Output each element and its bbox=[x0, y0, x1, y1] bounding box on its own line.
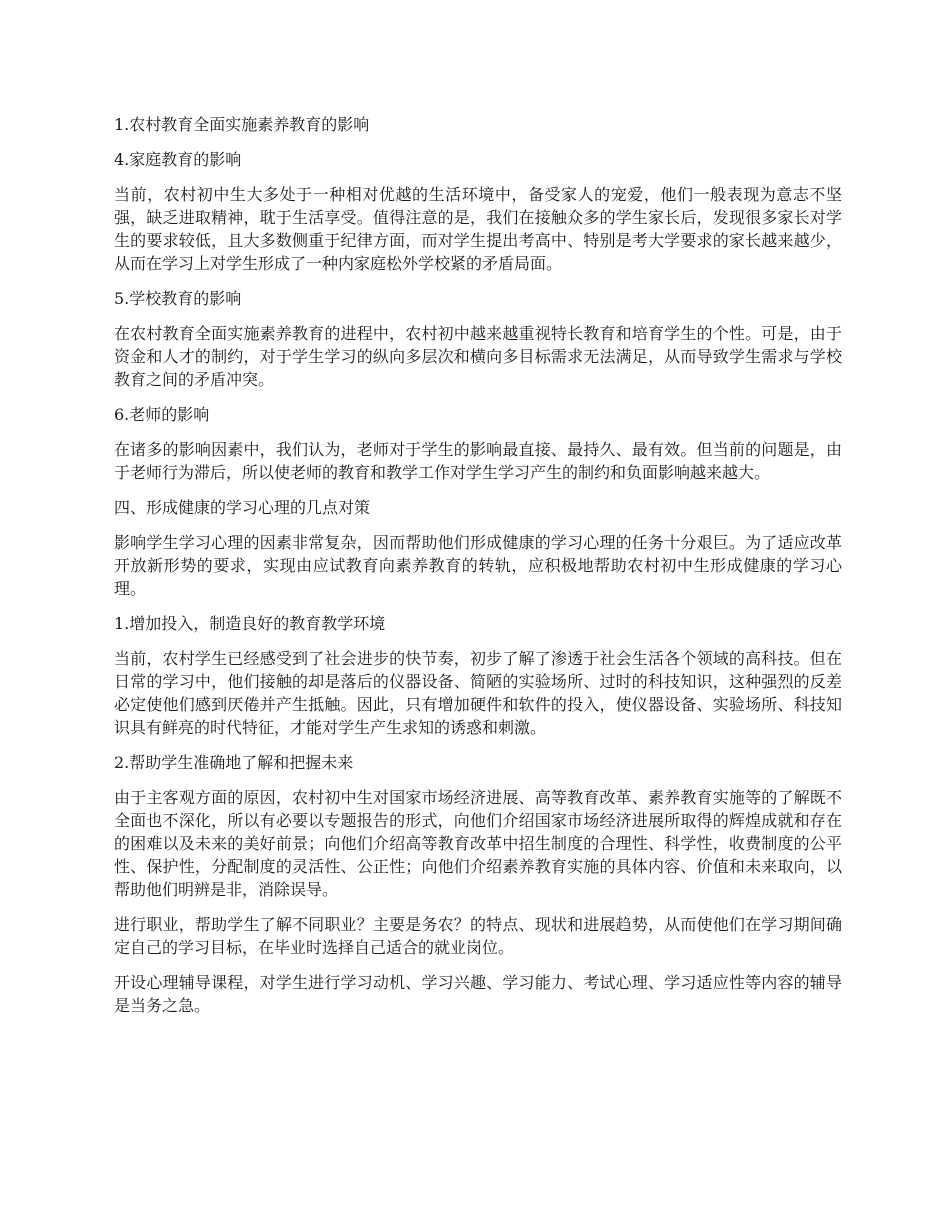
section-heading-increase-investment: 1.增加投入，制造良好的教育教学环境 bbox=[114, 614, 386, 633]
paragraph-countermeasures-intro: 影响学生学习心理的因素非常复杂，因而帮助他们形成健康的学习心理的任务十分艰巨。为了适应改革开放新形势的要求，实现由应试教育向素养教育的转轨，应积极地帮助农村初中生形成健康的学习心理。 bbox=[114, 533, 842, 598]
section-heading-teacher-influence: 6.老师的影响 bbox=[114, 405, 210, 424]
paragraph-psychological-counseling: 开设心理辅导课程，对学生进行学习动机、学习兴趣、学习能力、考试心理、学习适应性等内容的辅导是当务之急。 bbox=[114, 973, 842, 1015]
section-heading-countermeasures: 四、形成健康的学习心理的几点对策 bbox=[114, 498, 371, 517]
paragraph-family-education: 当前，农村初中生大多处于一种相对优越的生活环境中，备受家人的宠爱，他们一般表现为意志不坚强，缺乏进取精神，耽于生活享受。值得注意的是，我们在接触众多的学生家长后，发现很多家长对学生的要求较低，且大多数侧重于纪律方面，而对学生提出考高中、特别是考大学要求的家长越来越少，从而在学习上对学生形成了一种内家庭松外学校紧的矛盾局面。 bbox=[114, 185, 842, 273]
paragraph-school-education: 在农村教育全面实施素养教育的进程中，农村初中越来越重视特长教育和培育学生的个性。可是，由于资金和人才的制约，对于学生学习的纵向多层次和横向多目标需求无法满足，从而导致学生需求与学校教育之间的矛盾冲突。 bbox=[114, 324, 842, 389]
paragraph-understand-future: 由于主客观方面的原因，农村初中生对国家市场经济进展、高等教育改革、素养教育实施等的了解既不全面也不深化，所以有必要以专题报告的形式，向他们介绍国家市场经济进展所取得的辉煌成就和存在的困难以及未来的美好前景；向他们介绍高等教育改革中招生制度的合理性、科学性，收费制度的公平性、保护性，分配制度的灵活性、公正性；向他们介绍素养教育实施的具体内容、价值和未来取向，以帮助他们明辨是非，消除误导。 bbox=[114, 788, 842, 899]
paragraph-increase-investment: 当前，农村学生已经感受到了社会进步的快节奏，初步了解了渗透于社会生活各个领域的高科技。但在日常的学习中，他们接触的却是落后的仪器设备、简陋的实验场所、过时的科技知识，这种强烈的反差必定使他们感到厌倦并产生抵触。因此，只有增加硬件和软件的投入，使仪器设备、实验场所、科技知识具有鲜亮的时代特征，才能对学生产生求知的诱惑和刺激。 bbox=[114, 649, 842, 737]
section-heading-school-education: 5.学校教育的影响 bbox=[114, 289, 242, 308]
section-heading-family-education: 4.家庭教育的影响 bbox=[114, 150, 242, 169]
document-page bbox=[114, 113, 842, 1029]
paragraph-teacher-influence: 在诸多的影响因素中，我们认为，老师对于学生的影响最直接、最持久、最有效。但当前的问题是，由于老师行为滞后，所以使老师的教育和教学工作对学生学习产生的制约和负面影响越来越大。 bbox=[114, 440, 842, 482]
section-heading-rural-quality-education: 1.农村教育全面实施素养教育的影响 bbox=[114, 115, 370, 134]
section-heading-understand-future: 2.帮助学生准确地了解和把握未来 bbox=[114, 753, 354, 772]
paragraph-career-guidance: 进行职业，帮助学生了解不同职业？主要是务农？的特点、现状和进展趋势，从而使他们在学习期间确定自己的学习目标，在毕业时选择自己适合的就业岗位。 bbox=[114, 915, 842, 957]
